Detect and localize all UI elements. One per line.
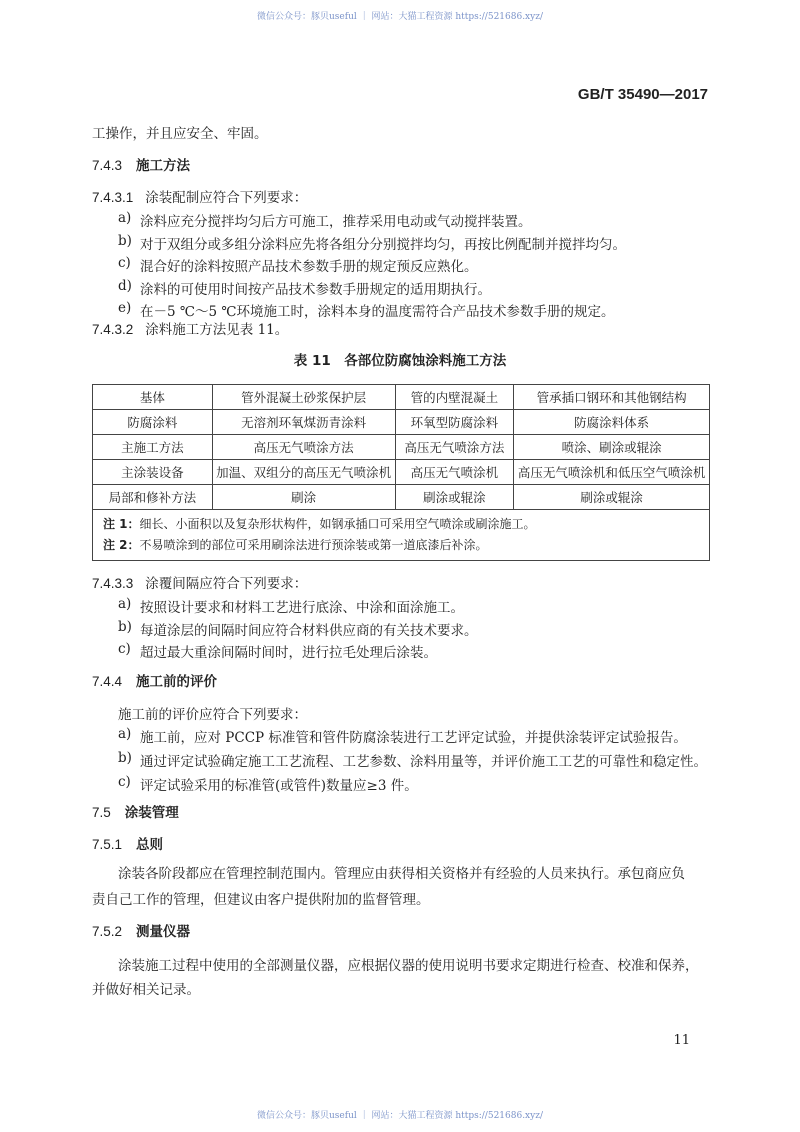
intro-text: 工操作，并且应安全、牢固。 xyxy=(92,126,268,142)
table-cell: 高压无气喷涂机 xyxy=(395,460,514,485)
table-row xyxy=(93,410,710,435)
list-item: 在－5 ℃～5 ℃环境施工时，涂料本身的温度需符合产品技术参数手册的规定。 xyxy=(140,304,615,320)
section-title: 总则 xyxy=(136,837,164,853)
watermark-top: 微信公众号：豚贝useful ｜ 网站：大猫工程资源 https://521686.xyz/ xyxy=(257,12,543,22)
list-marker: e) xyxy=(118,300,132,316)
list-item: 每道涂层的间隔时间应符合材料供应商的有关技术要求。 xyxy=(140,622,478,639)
list-marker: b) xyxy=(118,618,132,635)
section-number: 7.4.4 xyxy=(92,674,123,689)
table-cell: 无溶剂环氧煤沥青涂料 xyxy=(212,410,395,435)
table-cell: 主涂装设备 xyxy=(93,460,213,485)
table-cell: 高压无气喷涂方法 xyxy=(212,435,395,460)
list-marker: a) xyxy=(118,210,132,226)
clause-7-4-3-2 xyxy=(92,318,288,338)
table-cell: 防腐涂料体系 xyxy=(514,410,710,435)
table-cell: 管承插口钢环和其他钢结构 xyxy=(514,385,710,410)
section-title: 施工方法 xyxy=(136,158,191,174)
paragraph: 涂装施工过程中使用的全部测量仪器，应根据仪器的使用说明书要求定期进行检查、校准和保养， xyxy=(118,958,699,974)
clause-text: 涂覆间隔应符合下列要求： xyxy=(145,576,308,592)
list-marker: b) xyxy=(118,232,132,249)
table-note xyxy=(103,535,699,556)
table-cell: 基体 xyxy=(93,385,213,410)
clause-text: 涂料施工方法见表 11。 xyxy=(145,322,289,338)
table-cell: 高压无气喷涂机和低压空气喷涂机 xyxy=(514,460,710,485)
section-number: 7.5 xyxy=(92,805,111,820)
table-cell: 喷涂、刷涂或辊涂 xyxy=(514,435,710,460)
list-marker: c) xyxy=(118,641,131,657)
section-title: 涂装管理 xyxy=(124,805,179,821)
table-row xyxy=(93,385,710,410)
clause-number: 7.4.3.2 xyxy=(92,322,134,337)
list-item: 混合好的涂料按照产品技术参数手册的规定预反应熟化。 xyxy=(140,259,478,275)
list-item: 通过评定试验确定施工工艺流程、工艺参数、涂料用量等，并评价施工工艺的可靠性和稳定性。 xyxy=(140,754,707,770)
table-cell: 防腐涂料 xyxy=(93,410,213,435)
section-number: 7.5.1 xyxy=(92,837,123,852)
note-text: 不易喷涂到的部位可采用刷涂法进行预涂装或第一道底漆后补涂。 xyxy=(139,538,488,552)
list-marker: a) xyxy=(118,726,132,742)
heading-7-4-4 xyxy=(92,670,217,690)
clause-number: 7.4.3.3 xyxy=(92,576,134,591)
section-title: 测量仪器 xyxy=(136,924,191,940)
table-cell: 刷涂 xyxy=(212,485,395,510)
clause-7-4-3-3 xyxy=(92,572,307,592)
list-item: 超过最大重涂间隔时间时，进行拉毛处理后涂装。 xyxy=(140,645,437,661)
list-marker: a) xyxy=(118,596,132,612)
section-number: 7.5.2 xyxy=(92,924,123,939)
page-number: 11 xyxy=(673,1033,690,1048)
list-item: 评定试验采用的标准管(或管件)数量应≥3 件。 xyxy=(140,778,418,794)
note-text: 细长、小面积以及复杂形状构件，如钢承插口可采用空气喷涂或刷涂施工。 xyxy=(139,517,536,531)
table-cell: 刷涂或辊涂 xyxy=(395,485,514,510)
table-row xyxy=(93,435,710,460)
paragraph: 责自己工作的管理，但建议由客户提供附加的监督管理。 xyxy=(92,892,430,908)
table-cell: 管外混凝土砂浆保护层 xyxy=(212,385,395,410)
clause-7-4-3-1 xyxy=(92,186,307,206)
coating-methods-table xyxy=(92,384,710,561)
list-marker: c) xyxy=(118,774,131,790)
clause-text: 涂装配制应符合下列要求： xyxy=(145,190,308,206)
table-cell: 主施工方法 xyxy=(93,435,213,460)
table-cell: 高压无气喷涂方法 xyxy=(395,435,514,460)
watermark-bottom: 微信公众号：豚贝useful ｜ 网站：大猫工程资源 https://521686.xyz/ xyxy=(257,1111,543,1121)
table-cell: 局部和修补方法 xyxy=(93,485,213,510)
list-item: 涂料的可使用时间按产品技术参数手册规定的适用期执行。 xyxy=(140,281,491,298)
heading-7-5 xyxy=(92,801,179,821)
note-label: 注 1： xyxy=(103,517,140,531)
table-cell: 加温、双组分的高压无气喷涂机 xyxy=(212,460,395,485)
table-row xyxy=(93,485,710,510)
list-item: 涂料应充分搅拌均匀后方可施工，推荐采用电动或气动搅拌装置。 xyxy=(140,214,532,230)
table-note xyxy=(103,514,699,535)
list-marker: d) xyxy=(118,277,132,294)
table-cell: 刷涂或辊涂 xyxy=(514,485,710,510)
section-number: 7.4.3 xyxy=(92,158,123,173)
heading-7-5-2 xyxy=(92,920,190,940)
heading-7-4-3 xyxy=(92,154,190,174)
clause-number: 7.4.3.1 xyxy=(92,190,134,205)
list-marker: b) xyxy=(118,750,132,766)
paragraph: 涂装各阶段都应在管理控制范围内。管理应由获得相关资格并有经验的人员来执行。承包商应负 xyxy=(118,866,685,882)
table-row xyxy=(93,460,710,485)
table-cell: 环氧型防腐涂料 xyxy=(395,410,514,435)
table-cell: 管的内壁混凝土 xyxy=(395,385,514,410)
paragraph: 施工前的评价应符合下列要求： xyxy=(118,707,307,723)
table-notes xyxy=(93,510,710,561)
list-item: 对于双组分或多组分涂料应先将各组分分别搅拌均匀，再按比例配制并搅拌均匀。 xyxy=(140,236,626,253)
section-title: 施工前的评价 xyxy=(136,674,218,690)
paragraph: 并做好相关记录。 xyxy=(92,982,200,998)
heading-7-5-1 xyxy=(92,833,163,853)
note-label: 注 2： xyxy=(103,538,140,552)
list-item: 施工前，应对 PCCP 标准管和管件防腐涂装进行工艺评定试验，并提供涂装评定试验报告。 xyxy=(140,730,687,746)
table-caption: 表 11 各部位防腐蚀涂料施工方法 xyxy=(293,353,507,369)
list-marker: c) xyxy=(118,255,131,271)
list-item: 按照设计要求和材料工艺进行底涂、中涂和面涂施工。 xyxy=(140,600,464,616)
standard-number: GB/T 35490—2017 xyxy=(577,86,708,103)
